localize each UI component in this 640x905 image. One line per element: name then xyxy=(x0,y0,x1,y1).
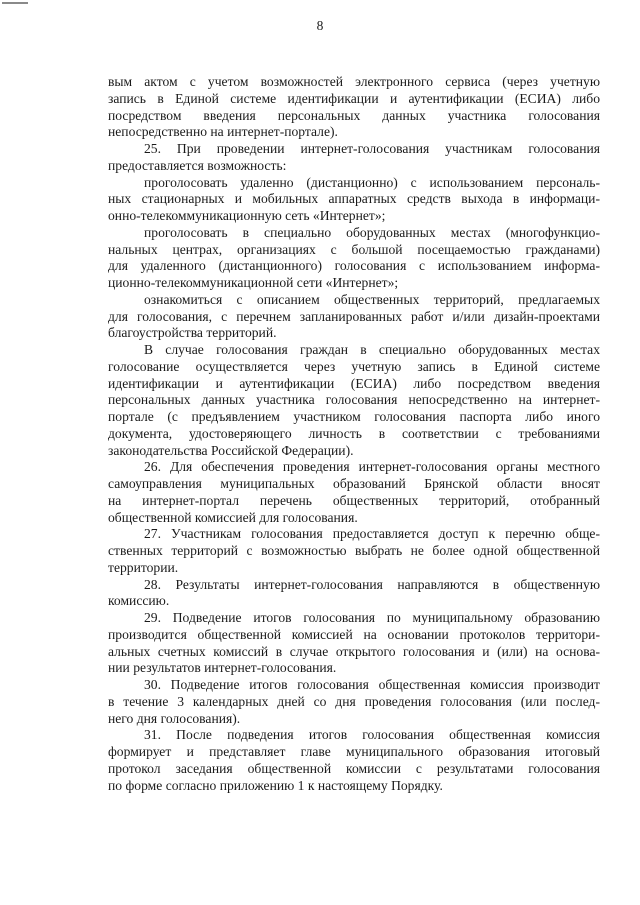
text-line: 27. Участникам голосования предоставляется доступ к перечню обще- xyxy=(144,526,600,542)
text-line: непосредственно на интернет-портале). xyxy=(108,124,338,140)
text-line: законодательства Российской Федерации). xyxy=(108,442,354,458)
text-line: проголосовать удаленно (дистанционно) с использованием персональ- xyxy=(144,174,600,190)
text-line: портале (с предъявлением участником голосования паспорта либо иного xyxy=(108,409,600,424)
text-line: нальных центрах, организациях с большой посещаемостью гражданами) xyxy=(108,241,600,257)
text-line: персональных данных участника голосования непосредственно на интернет- xyxy=(108,392,600,408)
text-line: 31. После подведения итогов голосования общественная комиссия xyxy=(144,727,600,743)
text-line: В случае голосования граждан в специально оборудованных местах xyxy=(144,342,600,357)
text-line: нии результатов интернет-голосования. xyxy=(108,660,337,676)
text-line: ционно-телекоммуникационной сети «Интернет»; xyxy=(108,275,399,290)
text-line: ознакомиться с описанием общественных территорий, предлагаемых xyxy=(144,291,600,307)
text-line: территории. xyxy=(108,559,179,575)
text-line: него дня голосования). xyxy=(108,710,241,726)
text-line: на интернет-портал перечень общественных территорий, отобранный xyxy=(108,492,600,508)
text-line: производится общественной комиссией на основании протоколов территори- xyxy=(108,626,600,642)
text-line: документа, удостоверяющего личность в соответствии с требованиями xyxy=(108,425,600,441)
text-line: для удаленного (дистанционного) голосования с использованием информа- xyxy=(108,258,600,274)
text-line: 29. Подведение итогов голосования по муниципальному образованию xyxy=(144,610,600,625)
text-line: формирует и представляет главе муниципального образования итоговый xyxy=(108,744,600,759)
text-line: для голосования, с перечнем запланированных работ и/или дизайн-проектами xyxy=(108,308,600,324)
text-line: в течение 3 календарных дней со дня проведения голосования (или послед- xyxy=(108,693,600,709)
text-line: голосование осуществляется через учетную запись в Единой системе xyxy=(108,358,600,374)
text-line: по форме согласно приложению 1 к настоящему Порядку. xyxy=(108,777,443,793)
text-line: 25. При проведении интернет-голосования участникам голосования xyxy=(144,141,600,156)
text-line: вым актом с учетом возможностей электронного сервиса (через учетную xyxy=(108,74,600,89)
text-line: самоуправления муниципальных образований Брянской области вносят xyxy=(108,476,600,491)
text-line: 30. Подведение итогов голосования общественная комиссия производит xyxy=(144,677,600,692)
page-number: 8 xyxy=(316,18,324,33)
text-line: запись в Единой системе идентификации и аутентификации (ЕСИА) либо xyxy=(108,90,600,106)
text-line: 26. Для обеспечения проведения интернет-голосования органы местного xyxy=(144,459,600,475)
text-line: проголосовать в специально оборудованных местах (многофункцио- xyxy=(144,224,600,240)
text-line: протокол заседания общественной комиссии с результатами голосования xyxy=(108,760,600,776)
text-line: посредством введения персональных данных участника голосования xyxy=(108,107,600,123)
text-line: комиссию. xyxy=(108,593,170,609)
text-line: идентификации и аутентификации (ЕСИА) либо посредством введения xyxy=(108,375,600,391)
scan-edge-mark xyxy=(2,2,28,4)
text-line: 28. Результаты интернет-голосования направляются в общественную xyxy=(144,576,600,592)
text-line: предоставляется возможность: xyxy=(108,157,287,173)
text-line: онно-телекоммуникационную сеть «Интернет»; xyxy=(108,208,386,223)
document-body xyxy=(108,74,600,794)
text-line: общественной комиссией для голосования. xyxy=(108,509,358,525)
text-line: ных стационарных и мобильных аппаратных средств выхода в информаци- xyxy=(108,191,600,207)
text-line: благоустройства территорий. xyxy=(108,325,277,341)
text-line: альных счетных комиссий в случае открытого голосования и (или) на основа- xyxy=(108,643,600,659)
text-line: ственных территорий с возможностью выбрать не более одной общественной xyxy=(108,543,600,558)
